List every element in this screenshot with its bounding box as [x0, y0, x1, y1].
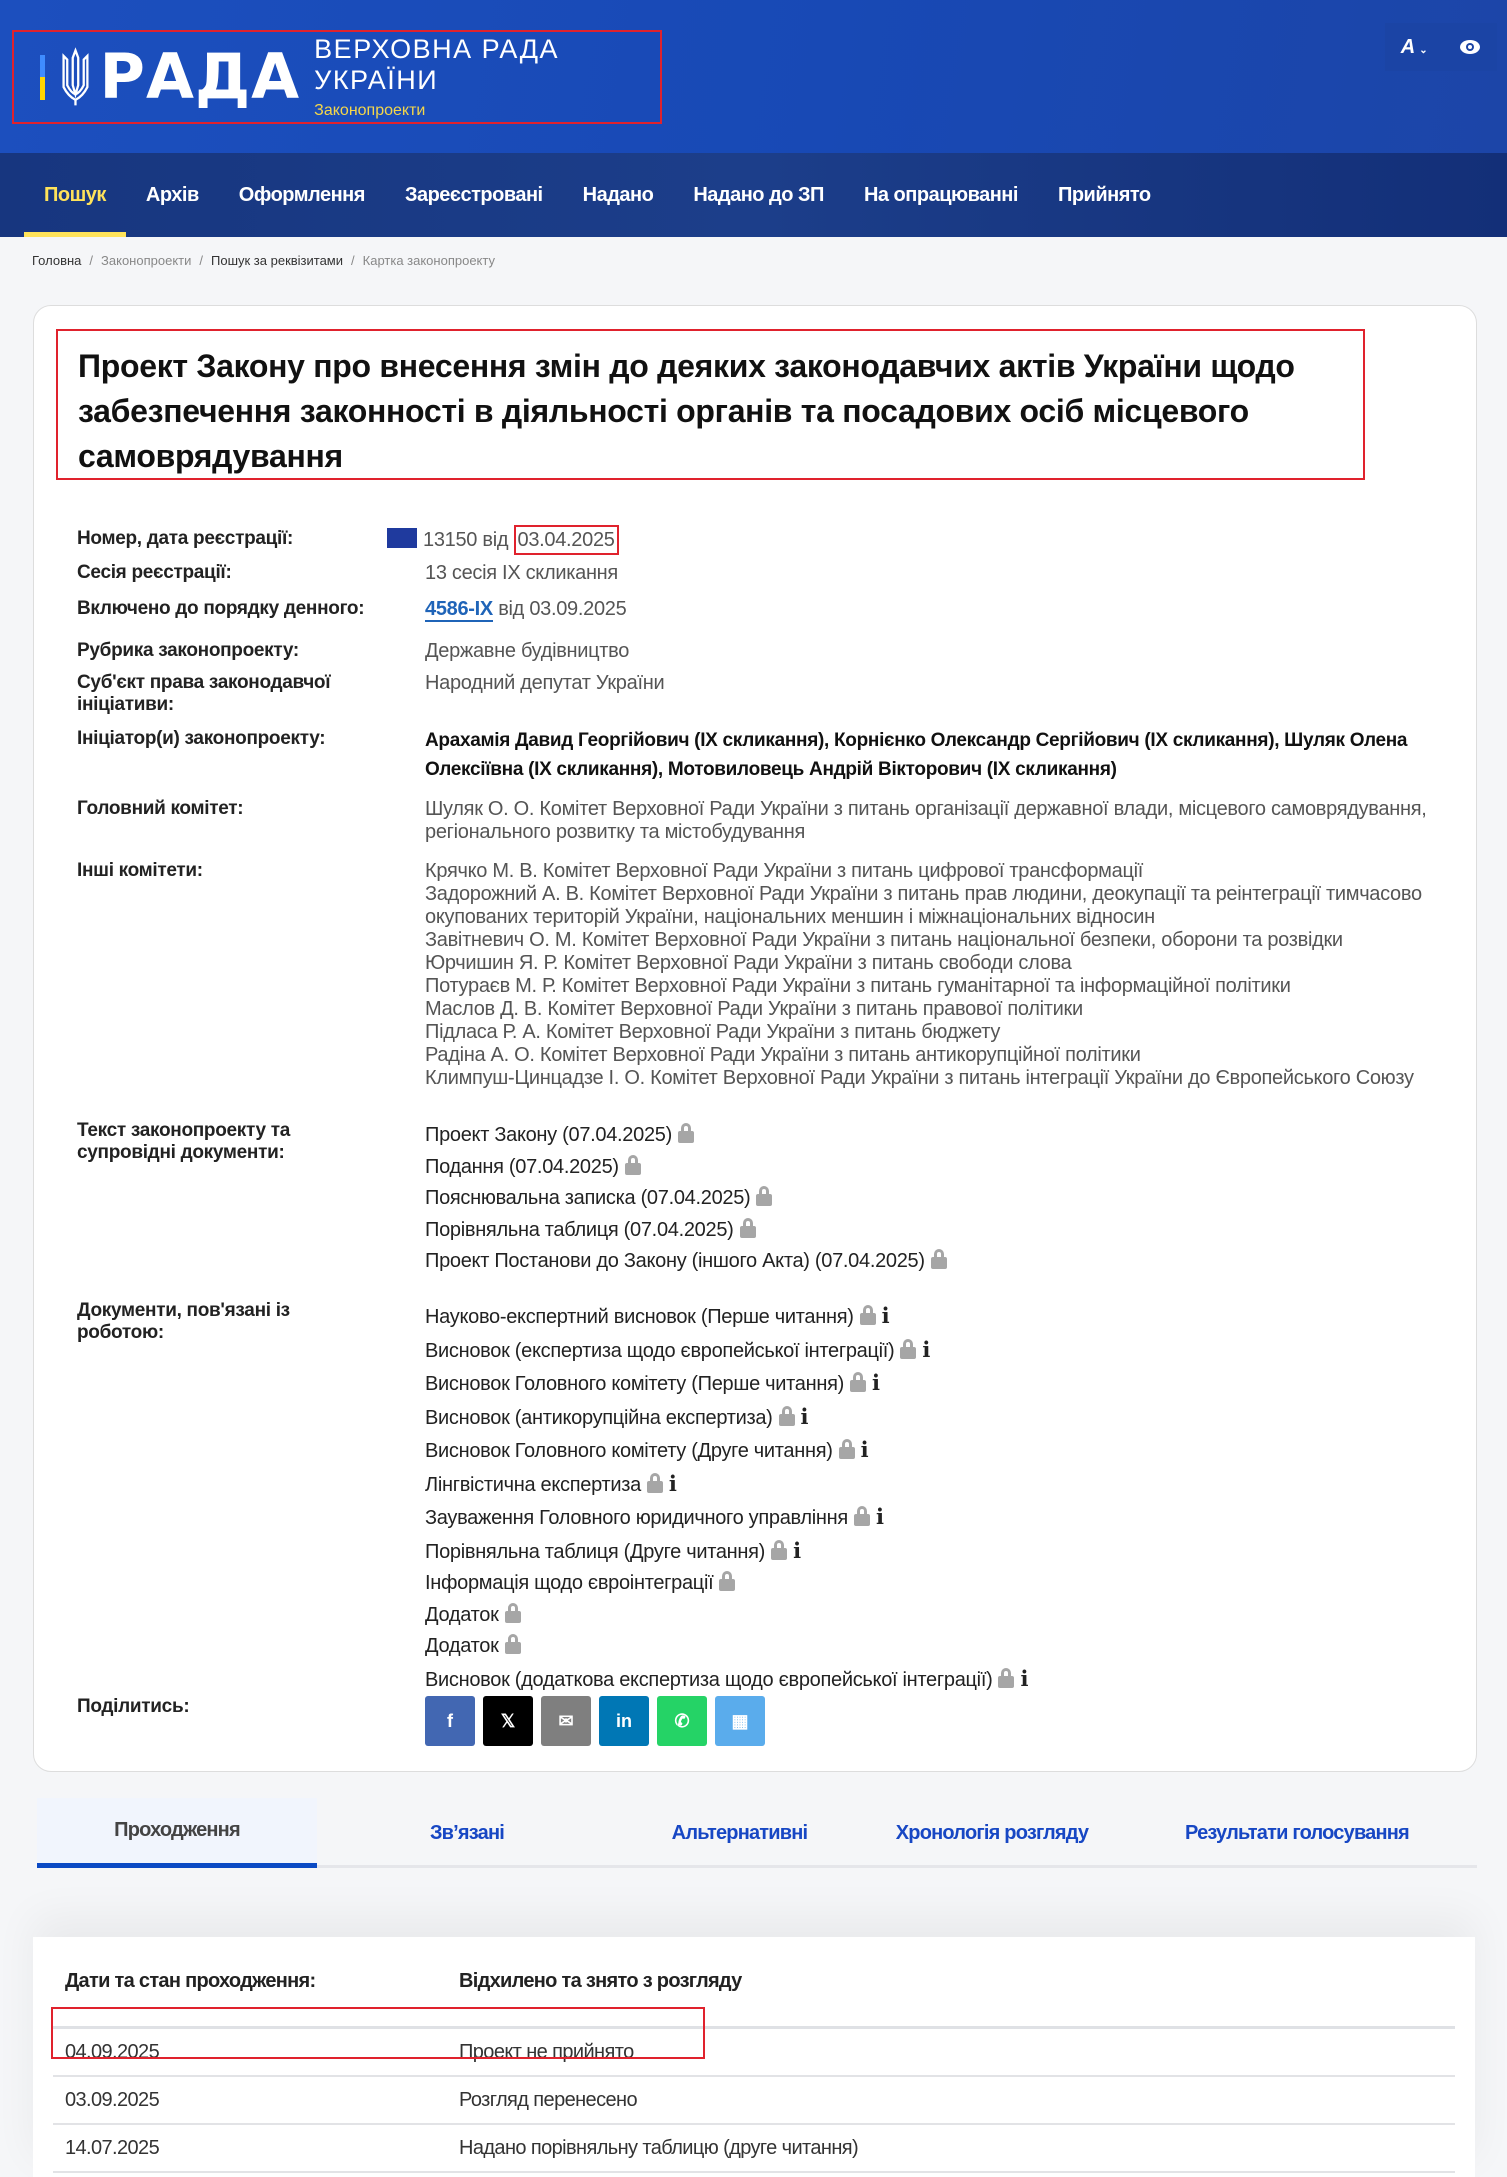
tab-progress[interactable]: Проходження	[37, 1798, 317, 1868]
doc-link[interactable]: Додаток	[425, 1600, 1457, 1632]
share-qr-button[interactable]	[715, 1696, 765, 1746]
doc-link[interactable]: Висновок (антикорупційна експертиза) i	[425, 1401, 1457, 1435]
doc-link[interactable]: Пояснювальна записка (07.04.2025)	[425, 1183, 1457, 1215]
doc-link[interactable]: Висновок Головного комітету (Друге читання) i	[425, 1434, 1457, 1468]
bill-title: Проект Закону про внесення змін до деяких законодавчих актів України щодо забезпечення законності в діяльності органів та посадових осіб місцевого самоврядування	[78, 348, 1295, 474]
initiators-label: Ініціатор(и) законопроекту:	[77, 728, 326, 749]
email-icon: ✉	[558, 1710, 574, 1731]
doc-link[interactable]: Лінгвістична експертиза i	[425, 1468, 1457, 1502]
whatsapp-icon: ✆	[674, 1710, 690, 1731]
share-buttons	[425, 1696, 765, 1746]
font-size-dropdown[interactable]: A ⌄	[1400, 35, 1428, 58]
logo-wordmark: РАДА	[99, 40, 301, 113]
nav-item-submitted[interactable]: Надано	[582, 184, 654, 206]
bill-card: Проект Закону про внесення змін до деяких законодавчих актів України щодо забезпечення законності в діяльності органів та посадових осіб місцевого самоврядування Номер, дата реєстрації: 13150 від 03.04.2025 Сесія реєстрації: 13 сесія IX скликання Включено до порядку денного: 4586-IX від 03.09.2025 Рубрика законопроекту: Державне будівництво Суб'єкт права законодавчої ініціативи: Народний депутат України Ініціатор(и) законопроекту: Арахамія Давид Георгійович (IX скликання), Корнієнко Олександр Сергійович (IX скликання), Шуляк Олена Олексіївна (IX скликання), Мотовиловець Андрій Вікторович (IX скликання) Головний комітет: Шуляк О. О. Комітет Верховної Ради України з питань організації державної влади, місцевого самоврядування, регіонального розвитку та містобудування Інші комітети: Крячко М. В. Комітет Верховної Ради України з питань цифрової трансформації Задорожний А. В. Комітет Верховної Ради України з питань прав людини, деокупації та реінтеграції тимчасово окупованих територій України, національних меншин і міжнаціональних відносин Завітневич О. М. Комітет Верховної Ради України з питань національної безпеки, оборони та розвідки Юрчишин Я. Р. Комітет Верховної Ради України з питань свободи слова Потураєв М. Р. Комітет Верховної Ради України з питань гуманітарної та інформаційної політики Маслов Д. В. Комітет Верховної Ради України з питань правової політики Підласа Р. А. Комітет Верховної Ради України з питань бюджету Радіна А. О. Комітет Верховної Ради України з питань антикорупційної політики Климпуш-Цинцадзе І. О. Комітет Верховної Ради України з питань інтеграції України до Європейського Союзу Текст законопроекту та супровідні документи: Проект Закону (07.04.2025) Подання (07.04.2025) Пояснювальна записка (07.04.2025) Порівняльна таблиця (07.04.2025) Проект Постанови до Закону (іншого Акта) (07.04.2025) Документи, пов'язані із роботою: Науково-експертний висновок (Перше читання) i Висновок (експертиза щодо європейської інтеграції) i Висновок Головного комітету (Перше читання) i Висновок (антикорупційна експертиза) i Висновок Головного комітету (Друге читання) i Лінгвістична експертиза i Зауваження Головного юридичного управління i Порівняльна таблиця (Друге читання) i Інформація щодо євроінтеграції Додаток Додаток Висновок (додаткова експертиза щодо європейської інтеграції) i Поділитись: f 𝕏 ✉ in ✆ ▦	[33, 305, 1477, 1772]
table-row: 03.09.2025 Розгляд перенесено	[53, 2077, 1455, 2125]
doc-link[interactable]: Науково-експертний висновок (Перше читання) i	[425, 1300, 1457, 1334]
texts-list	[425, 1120, 1457, 1294]
info-icon[interactable]: i	[800, 1403, 809, 1429]
other-committees-list: Крячко М. В. Комітет Верховної Ради України з питань цифрової трансформації Задорожний А. В. Комітет Верховної Ради України з питань прав людини, деокупації та реінтеграції тимчасово окупованих територій України, національних меншин і міжнаціональних відносин Завітневич О. М. Комітет Верховної Ради України з питань національної безпеки, оборони та розвідки Юрчишин Я. Р. Комітет Верховної Ради України з питань свободи слова Потураєв М. Р. Комітет Верховної Ради України з питань гуманітарної та інформаційної політики Маслов Д. В. Комітет Верховної Ради України з питань правової політики Підласа Р. А. Комітет Верховної Ради України з питань бюджету Радіна А. О. Комітет Верховної Ради України з питань антикорупційної політики Климпуш-Цинцадзе І. О. Комітет Верховної Ради України з питань інтеграції України до Європейського Союзу	[425, 860, 1422, 1089]
session-label: Сесія реєстрації:	[77, 562, 232, 583]
tab-alternative[interactable]: Альтернативні	[671, 1821, 808, 1844]
share-x-button[interactable]	[483, 1696, 533, 1746]
nav-item-processing[interactable]: На опрацюванні	[863, 184, 1018, 206]
header-tools	[1385, 23, 1497, 71]
breadcrumb: Головна / Законопроекти / Пошук за реквізитами / Картка законопроекту	[32, 253, 495, 268]
info-icon[interactable]: i	[922, 1336, 931, 1362]
bill-tabs	[37, 1798, 1477, 1868]
final-status: Відхилено та знято з розгляду	[459, 1970, 742, 1992]
work-docs-list	[425, 1300, 1457, 1690]
info-icon[interactable]: i	[872, 1370, 880, 1395]
lock-icon	[719, 1571, 735, 1591]
linkedin-icon: in	[616, 1710, 632, 1731]
rubric-label: Рубрика законопроекту:	[77, 640, 299, 661]
lock-icon	[900, 1339, 916, 1359]
progress-table-header: Дати та стан проходження: Відхилено та знято з розгляду	[53, 1937, 1455, 2029]
main-committee-label: Головний комітет:	[77, 798, 244, 819]
registration-label: Номер, дата реєстрації:	[77, 528, 294, 549]
tab-related[interactable]: Зв’язані	[429, 1821, 505, 1844]
other-committees-label: Інші комітети:	[77, 860, 203, 881]
doc-link[interactable]: Висновок (додаткова експертиза щодо європейської інтеграції) i	[425, 1663, 1457, 1697]
share-linkedin-button[interactable]	[599, 1696, 649, 1746]
lock-icon	[647, 1473, 663, 1493]
bill-title-box	[56, 329, 1365, 480]
lock-icon	[756, 1186, 772, 1206]
lock-icon	[860, 1305, 876, 1325]
lock-icon	[771, 1540, 787, 1560]
nav-item-adopted[interactable]: Прийнято	[1057, 184, 1151, 206]
info-icon[interactable]: i	[875, 1504, 884, 1529]
highlight-box	[51, 2007, 705, 2059]
doc-link[interactable]: Порівняльна таблиця (Друге читання) i	[425, 1535, 1457, 1569]
nav-item-registered[interactable]: Зареєстровані	[404, 184, 543, 206]
texts-label: Текст законопроекту та супровідні документи:	[77, 1120, 291, 1163]
work-docs-label: Документи, пов'язані із роботою:	[77, 1300, 290, 1343]
agenda-label: Включено до порядку денного:	[77, 598, 365, 619]
rubric-value: Державне будівництво	[425, 640, 630, 662]
doc-link[interactable]: Подання (07.04.2025)	[425, 1152, 1457, 1184]
eu-flag-icon	[387, 528, 417, 548]
site-logo[interactable]	[12, 30, 662, 124]
info-icon[interactable]: i	[881, 1303, 890, 1328]
subject-label: Суб'єкт права законодавчої ініціативи:	[77, 672, 331, 715]
doc-link[interactable]: Зауваження Головного юридичного управління i	[425, 1501, 1457, 1535]
agenda-link[interactable]: 4586-IX	[425, 598, 493, 620]
table-row: 04.09.2025 Проект не прийнято	[53, 2029, 1455, 2077]
main-nav	[0, 153, 1507, 237]
info-icon[interactable]: i	[793, 1537, 801, 1563]
lock-icon	[850, 1372, 866, 1392]
chevron-down-icon: ⌄	[1419, 44, 1428, 56]
tab-voting-results[interactable]: Результати голосування	[1185, 1821, 1409, 1844]
subject-value: Народний депутат України	[425, 672, 665, 694]
x-icon: 𝕏	[500, 1710, 516, 1731]
doc-link[interactable]: Порівняльна таблиця (07.04.2025)	[425, 1215, 1457, 1247]
lock-icon	[505, 1603, 521, 1623]
doc-link[interactable]: Проект Закону (07.04.2025)	[425, 1120, 1457, 1152]
share-facebook-button[interactable]	[425, 1696, 475, 1746]
qr-code-icon: ▦	[731, 1710, 749, 1731]
ukraine-flag-stripe	[40, 55, 45, 100]
info-icon[interactable]: i	[860, 1437, 869, 1462]
breadcrumb-current: Картка законопроекту	[362, 253, 495, 268]
lock-icon	[740, 1218, 756, 1238]
lock-icon	[854, 1506, 870, 1526]
share-whatsapp-button[interactable]	[657, 1696, 707, 1746]
site-header	[0, 0, 1507, 153]
doc-link[interactable]: Висновок (експертиза щодо європейської інтеграції) i	[425, 1334, 1457, 1368]
doc-link[interactable]: Інформація щодо євроінтеграції	[425, 1568, 1457, 1600]
registration-date: 03.04.2025	[514, 525, 619, 555]
nav-item-submitted-zp[interactable]: Надано до ЗП	[693, 184, 824, 206]
lock-icon	[779, 1406, 795, 1426]
doc-link[interactable]: Проект Постанови до Закону (іншого Акта) (07.04.2025)	[425, 1246, 1457, 1278]
lock-icon	[839, 1439, 855, 1459]
bill-number: 13150	[423, 529, 478, 551]
site-subtitle: Законопроекти	[314, 102, 426, 119]
facebook-icon: f	[447, 1710, 453, 1731]
doc-link[interactable]: Висновок Головного комітету (Перше читання) i	[425, 1367, 1457, 1401]
info-icon[interactable]: i	[1020, 1665, 1029, 1691]
nav-item-archive[interactable]: Архів	[145, 184, 199, 206]
tab-chronology[interactable]: Хронологія розгляду	[895, 1821, 1089, 1844]
share-email-button[interactable]	[541, 1696, 591, 1746]
share-label: Поділитись:	[77, 1696, 190, 1717]
breadcrumb-bills[interactable]: Законопроекти	[101, 253, 192, 268]
lock-icon	[931, 1249, 947, 1269]
session-value: 13 сесія IX скликання	[425, 562, 618, 584]
breadcrumb-home[interactable]: Головна	[32, 253, 82, 268]
table-row: 14.07.2025 Надано порівняльну таблицю (друге читання)	[53, 2125, 1455, 2173]
trident-icon	[59, 46, 92, 108]
lock-icon	[505, 1634, 521, 1654]
nav-item-search[interactable]: Пошук	[24, 153, 126, 237]
lock-icon	[998, 1668, 1014, 1688]
breadcrumb-search[interactable]: Пошук за реквізитами	[211, 253, 344, 268]
eye-icon[interactable]	[1459, 39, 1481, 55]
info-icon[interactable]: i	[668, 1470, 677, 1496]
initiators-value[interactable]: Арахамія Давид Георгійович (IX скликання), Корнієнко Олександр Сергійович (IX скликання), Шуляк Олена Олексіївна (IX скликання), Мотовиловець Андрій Вікторович (IX скликання)	[425, 730, 1408, 780]
main-committee-value: Шуляк О. О. Комітет Верховної Ради України з питань організації державної влади, місцевого самоврядування, регіонального розвитку та містобудування	[425, 798, 1427, 843]
site-title: ВЕРХОВНА РАДА УКРАЇНИ	[314, 34, 560, 95]
nav-item-drafting[interactable]: Оформлення	[238, 184, 365, 206]
lock-icon	[625, 1155, 641, 1175]
lock-icon	[678, 1123, 694, 1143]
doc-link[interactable]: Додаток	[425, 1631, 1457, 1663]
